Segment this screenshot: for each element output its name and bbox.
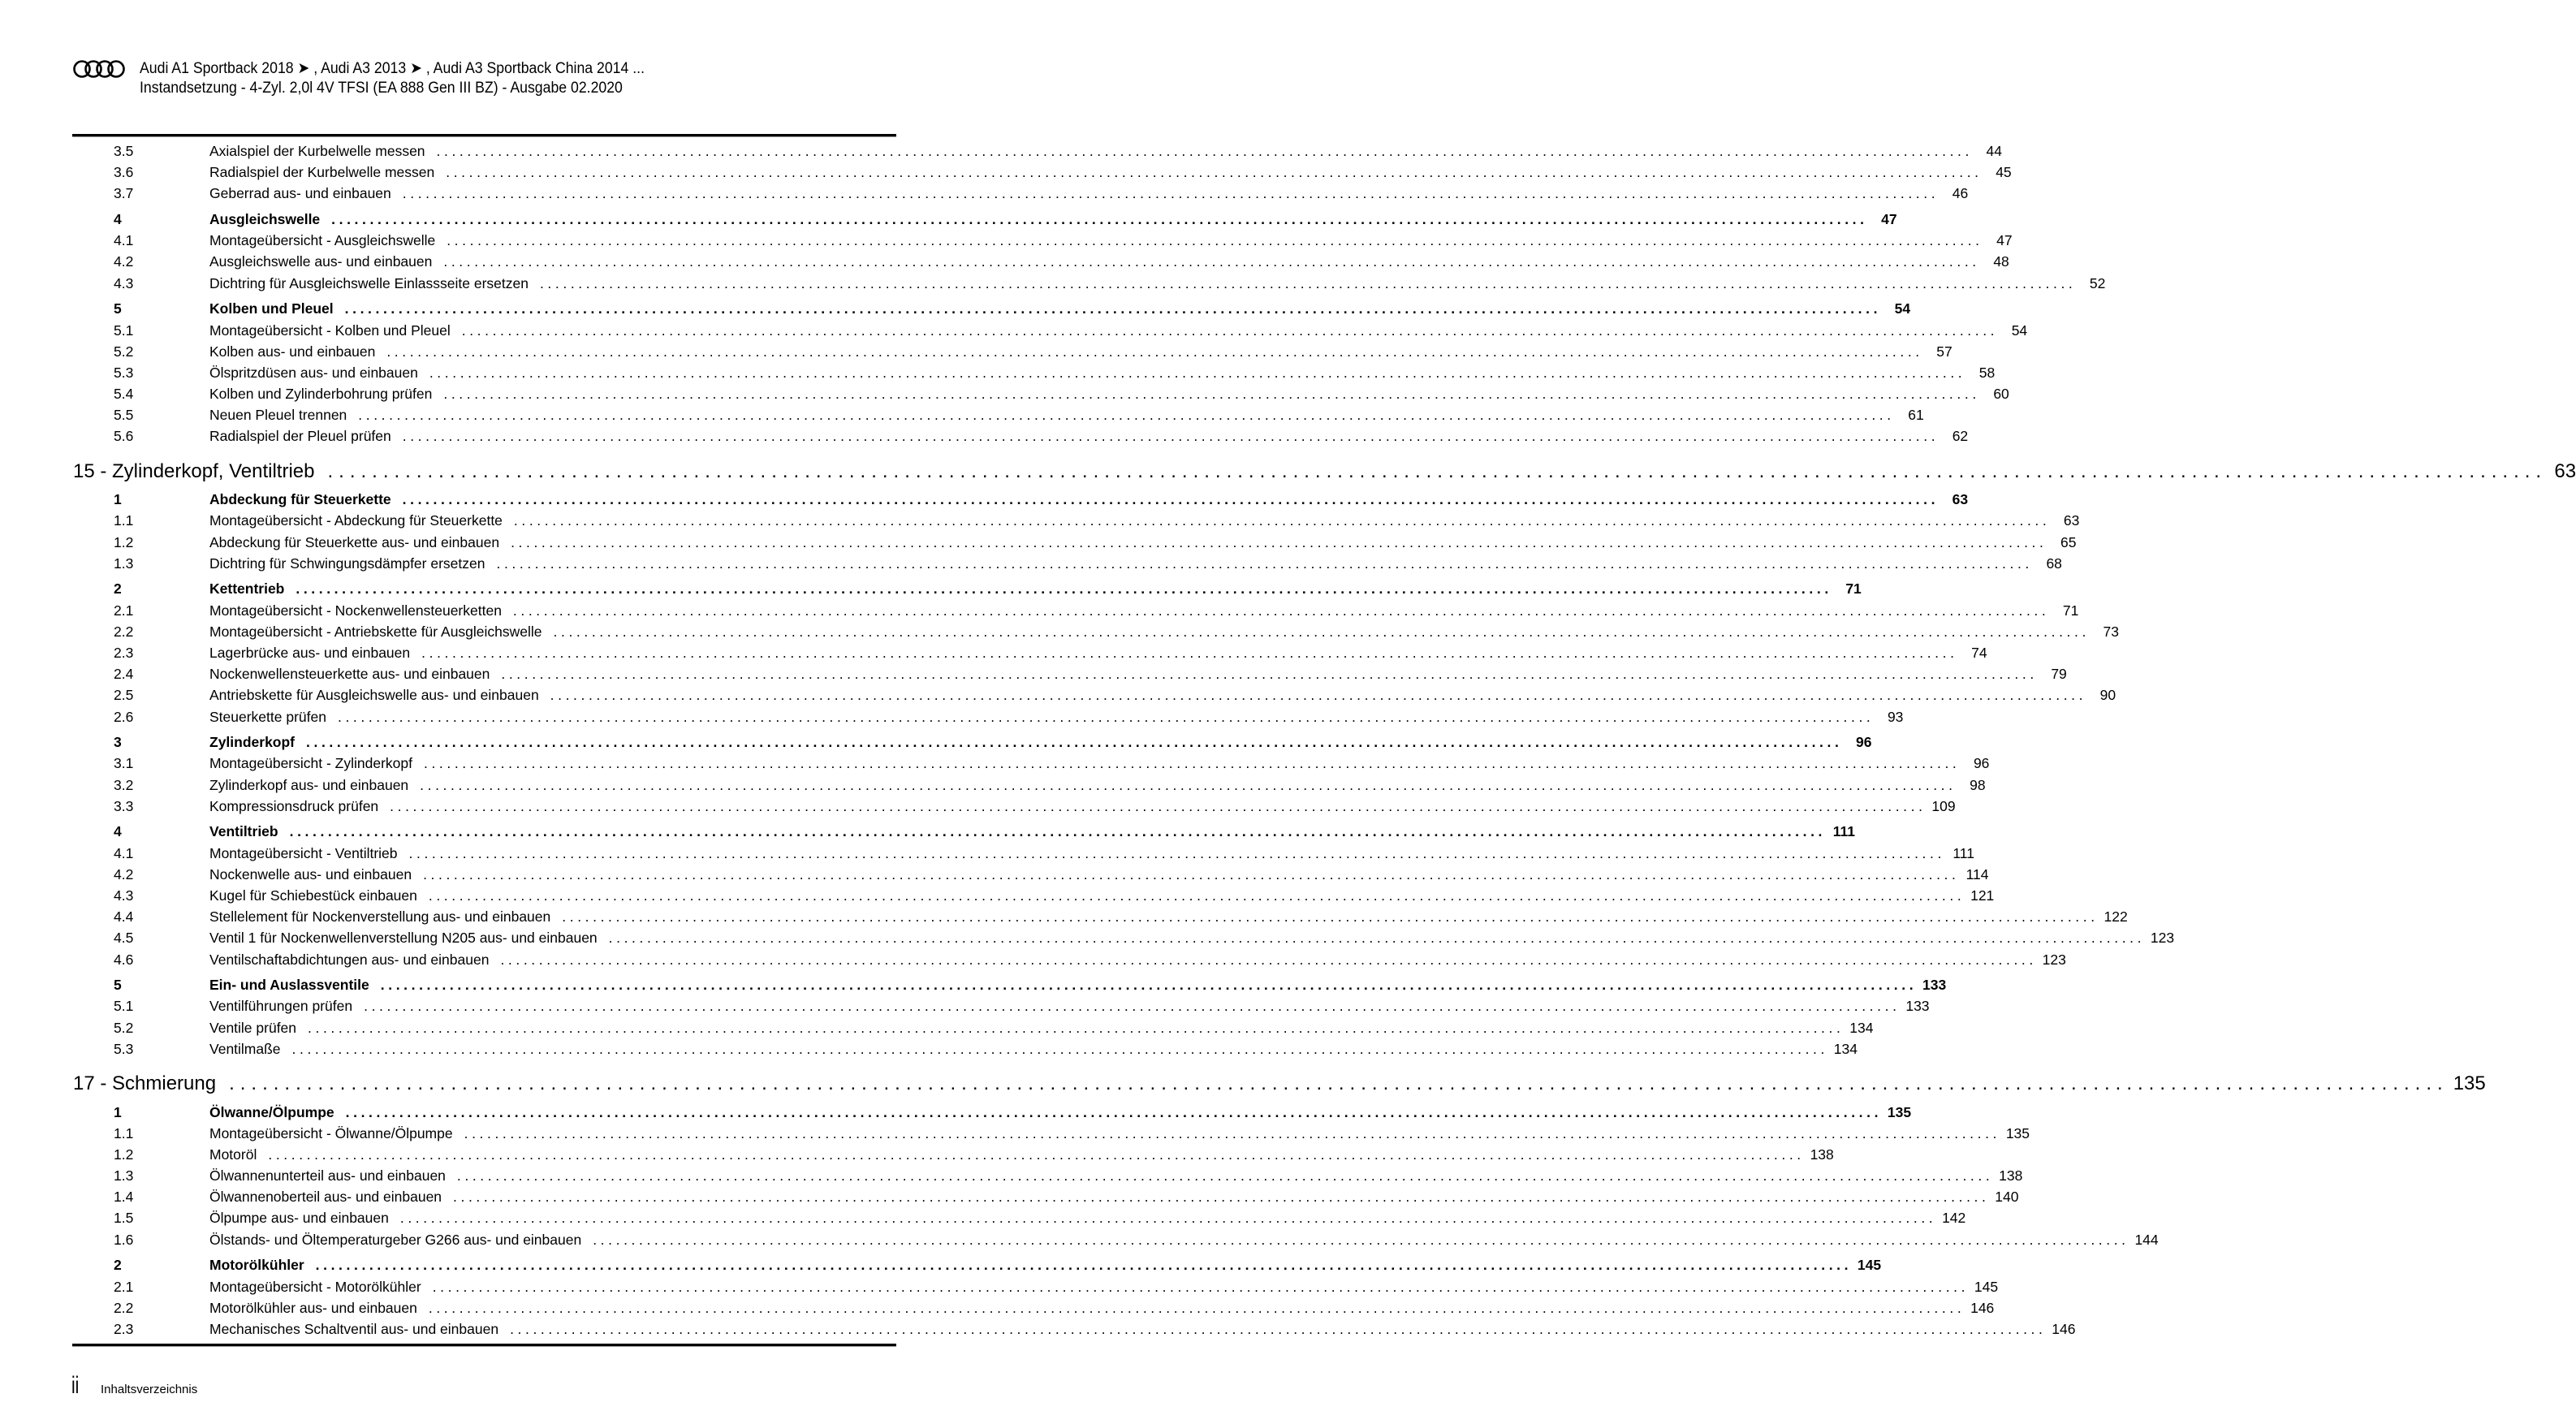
toc-number: 5 — [114, 300, 122, 317]
dot-leader: ........................................................................................................................................................................................................ — [510, 1320, 2047, 1337]
toc-number: 5.2 — [114, 1019, 134, 1036]
dot-leader: ........................................................................................................................................................................................................ — [608, 930, 2146, 947]
toc-group[interactable] — [73, 300, 1911, 321]
table-of-contents — [73, 143, 2576, 1342]
toc-title: Montageübersicht - Ausgleichswelle — [209, 232, 436, 249]
toc-page: 145 — [1857, 1257, 1882, 1274]
toc-page: 79 — [2051, 666, 2067, 683]
toc-item[interactable] — [73, 998, 1930, 1019]
toc-item[interactable] — [73, 844, 1974, 866]
toc-title: Mechanisches Schaltventil aus- und einbauen — [209, 1320, 499, 1337]
audi-rings-logo — [73, 59, 125, 79]
toc-page: 122 — [2104, 908, 2128, 926]
toc-item[interactable] — [73, 554, 2062, 576]
toc-item[interactable] — [73, 865, 1989, 887]
toc-group[interactable] — [73, 580, 1862, 602]
toc-page: 58 — [1978, 364, 1996, 381]
toc-item[interactable] — [73, 755, 1990, 776]
toc-title: Ventilmaße — [209, 1040, 281, 1057]
toc-number: 2.1 — [114, 602, 134, 619]
toc-page: 57 — [1936, 343, 1952, 360]
toc-page: 46 — [1952, 185, 1969, 202]
toc-page: 109 — [1931, 797, 1956, 814]
toc-title: Kolben und Zylinderbohrung prüfen — [209, 386, 433, 403]
toc-number: 1.1 — [114, 1124, 134, 1141]
header-subtitle: Instandsetzung - 4-Zyl. 2,0l 4V TFSI (EA 888 Gen III BZ) - Ausgabe 02.2020 — [140, 80, 623, 97]
toc-title: Ventil 1 für Nockenwellenverstellung N205 aus- und einbauen — [209, 930, 598, 947]
toc-number: 1.3 — [114, 1167, 134, 1185]
toc-number: 1.5 — [114, 1210, 134, 1227]
toc-title: Radialspiel der Pleuel prüfen — [209, 428, 391, 445]
dot-leader: ........................................................................................................................................................................................................ — [296, 580, 1832, 598]
dot-leader: ........................................................................................................................................................................................................ — [291, 1040, 1828, 1057]
toc-page: 146 — [1970, 1299, 1995, 1316]
toc-number: 1.2 — [114, 533, 134, 550]
toc-title: Nockenwellensteuerkette aus- und einbauen — [209, 666, 490, 683]
toc-number: 2.1 — [114, 1278, 134, 1295]
toc-item[interactable] — [73, 407, 1924, 428]
dot-leader: ........................................................................................................................................................................................................ — [428, 887, 1965, 904]
toc-page: 90 — [2099, 687, 2116, 704]
toc-page: 74 — [1971, 644, 1987, 661]
dot-leader: ........................................................................................................................................................................................................ — [408, 844, 1945, 861]
toc-page: 61 — [1908, 407, 1924, 424]
dot-leader: ........................................................................................................................................................................................................ — [429, 364, 1966, 381]
toc-title: Axialspiel der Kurbelwelle messen — [209, 143, 425, 159]
toc-number: 4.5 — [114, 930, 134, 947]
toc-title: Kettentrieb — [209, 580, 285, 598]
dot-leader: ........................................................................................................................................................................................................ — [428, 1299, 1965, 1316]
toc-item[interactable] — [73, 708, 1904, 730]
toc-number: 5.1 — [114, 998, 134, 1015]
dot-leader: ........................................................................................................................................................................................................ — [358, 407, 1895, 424]
dot-leader: ........................................................................................................................................................................................................ — [456, 1167, 1994, 1185]
toc-title: Zylinderkopf aus- und einbauen — [209, 776, 409, 793]
toc-item[interactable] — [73, 1210, 1966, 1231]
toc-number: 5.4 — [114, 386, 134, 403]
toc-title: Kolben aus- und einbauen — [209, 343, 376, 360]
toc-page: 63 — [1952, 491, 1969, 508]
toc-page: 146 — [2052, 1320, 2076, 1337]
toc-item[interactable] — [73, 908, 2128, 930]
toc-title: Kompressionsdruck prüfen — [209, 797, 379, 814]
dot-leader: ........................................................................................................................................................................................................ — [364, 998, 1901, 1015]
toc-page: 138 — [1810, 1146, 1834, 1163]
toc-page: 52 — [2089, 274, 2106, 291]
toc-title: Ausgleichswelle aus- und einbauen — [209, 253, 433, 270]
toc-item[interactable] — [73, 666, 2067, 687]
toc-item[interactable] — [73, 253, 2009, 274]
toc-title: Steuerkette prüfen — [209, 708, 326, 725]
dot-leader: ........................................................................................................................................................................................................ — [593, 1231, 2129, 1248]
toc-page: 138 — [1999, 1167, 2023, 1185]
toc-page: 111 — [1832, 823, 1856, 840]
toc-group[interactable] — [73, 734, 1872, 755]
toc-group[interactable] — [73, 491, 1969, 512]
toc-title: Montageübersicht - Ventiltrieb — [209, 844, 398, 861]
toc-title: Montageübersicht - Kolben und Pleuel — [209, 321, 451, 339]
toc-number: 3.2 — [114, 776, 134, 793]
toc-chapter[interactable] — [73, 1072, 2486, 1099]
dot-leader: ........................................................................................................................................................................................................ — [432, 1278, 1970, 1295]
dot-leader: ........................................................................................................................................................................................................ — [436, 143, 1973, 159]
toc-item[interactable] — [73, 1040, 1858, 1062]
toc-item[interactable] — [73, 185, 1969, 206]
toc-number: 1.3 — [114, 554, 134, 572]
toc-number: 4.4 — [114, 908, 134, 926]
toc-title: Dichtring für Ausgleichswelle Einlassseite ersetzen — [209, 274, 529, 291]
toc-item[interactable] — [73, 644, 1987, 666]
toc-title: Motoröl — [209, 1146, 257, 1163]
dot-leader: ........................................................................................................................................................................................................ — [420, 776, 1957, 793]
toc-number: 2.3 — [114, 644, 134, 661]
toc-number: 2.3 — [114, 1320, 134, 1337]
toc-number: 4.1 — [114, 844, 134, 861]
toc-page: 144 — [2134, 1231, 2159, 1248]
toc-number: 5 — [114, 977, 122, 994]
dot-leader: ........................................................................................................................................................................................................ — [447, 232, 1983, 249]
dot-leader: ........................................................................................................................................................................................................ — [402, 185, 1940, 202]
toc-page: 134 — [1833, 1040, 1858, 1057]
toc-page: 140 — [1995, 1189, 2019, 1206]
toc-title: Ölstands- und Öltemperaturgeber G266 aus- und einbauen — [209, 1231, 582, 1248]
toc-page: 44 — [1986, 143, 2002, 159]
toc-title: Ventilschaftabdichtungen aus- und einbauen — [209, 951, 490, 968]
toc-number: 2.6 — [114, 708, 134, 725]
toc-item[interactable] — [73, 1124, 2030, 1146]
toc-page: 134 — [1849, 1019, 1874, 1036]
toc-page: 114 — [1965, 865, 1989, 882]
footer-section: Inhaltsverzeichnis — [101, 1383, 198, 1396]
toc-title: Ölwannenoberteil aus- und einbauen — [209, 1189, 442, 1206]
dot-leader: ........................................................................................................................................................................................................ — [496, 554, 2033, 572]
toc-page: 65 — [2060, 533, 2077, 550]
toc-title: Motorölkühler — [209, 1257, 304, 1274]
dot-leader: ........................................................................................................................................................................................................ — [306, 734, 1843, 751]
toc-title: Ölwanne/Ölpumpe — [209, 1103, 334, 1120]
toc-number: 1.1 — [114, 512, 134, 529]
toc-page: 54 — [1894, 300, 1911, 317]
toc-title: Geberrad aus- und einbauen — [209, 185, 391, 202]
toc-page: 63 — [2063, 512, 2080, 529]
dot-leader: ........................................................................................................................................................................................................ — [386, 343, 1923, 360]
dot-leader: ........................................................................................................................................................................................................ — [443, 253, 1980, 270]
toc-title: Montageübersicht - Ölwanne/Ölpumpe — [209, 1124, 453, 1141]
toc-page: 98 — [1970, 776, 1986, 793]
toc-item[interactable] — [73, 512, 2080, 533]
toc-number: 3 — [114, 734, 122, 751]
dot-leader: ........................................................................................................................................................................................................ — [562, 908, 2099, 926]
toc-item[interactable] — [73, 1189, 2019, 1210]
toc-item[interactable] — [73, 687, 2116, 708]
toc-item[interactable] — [73, 623, 2119, 645]
toc-item[interactable] — [73, 797, 1956, 819]
toc-item[interactable] — [73, 428, 1969, 449]
dot-leader: ........................................................................................................................................................................................................ — [423, 865, 1960, 882]
dot-leader: ........................................................................................................................................................................................................ — [464, 1124, 2001, 1141]
toc-item[interactable] — [73, 1146, 1834, 1167]
toc-item[interactable] — [73, 1019, 1874, 1041]
dot-leader: ........................................................................................................................................................................................................ — [229, 1072, 2449, 1094]
toc-number: 2.2 — [114, 623, 134, 640]
page-number: ii — [71, 1372, 80, 1399]
toc-title: Stellelement für Nockenverstellung aus- und einbauen — [209, 908, 551, 926]
toc-number: 1 — [114, 1103, 122, 1120]
toc-item[interactable] — [73, 1167, 2023, 1189]
toc-item[interactable] — [73, 143, 2002, 164]
dot-leader: ........................................................................................................................................................................................................ — [402, 428, 1940, 445]
toc-page: 135 — [2453, 1072, 2486, 1094]
toc-number: 1 — [114, 491, 122, 508]
footer-divider — [72, 1344, 896, 1346]
dot-leader: ........................................................................................................................................................................................................ — [315, 1257, 1853, 1274]
dot-leader: ........................................................................................................................................................................................................ — [511, 533, 2047, 550]
toc-number: 1.6 — [114, 1231, 134, 1248]
dot-leader: ........................................................................................................................................................................................................ — [443, 386, 1980, 403]
toc-page: 111 — [1952, 844, 1974, 861]
toc-title: Kugel für Schiebestück einbauen — [209, 887, 417, 904]
toc-number: 3.6 — [114, 164, 134, 181]
dot-leader: ........................................................................................................................................................................................................ — [268, 1146, 1805, 1163]
toc-number: 2 — [114, 580, 122, 598]
toc-page: 73 — [2103, 623, 2119, 640]
header-title: Audi A1 Sportback 2018 ➤ , Audi A3 2013 ➤ , Audi A3 Sportback China 2014 ... — [140, 60, 645, 77]
toc-page: 145 — [1974, 1278, 1999, 1295]
toc-title: Zylinderkopf — [209, 734, 296, 751]
toc-number: 3.3 — [114, 797, 134, 814]
toc-item[interactable] — [73, 1320, 2076, 1342]
toc-number: 5.6 — [114, 428, 134, 445]
toc-item[interactable] — [73, 232, 2013, 253]
toc-number: 5.2 — [114, 343, 134, 360]
dot-leader: ........................................................................................................................................................................................................ — [553, 623, 2090, 640]
dot-leader: ........................................................................................................................................................................................................ — [344, 300, 1882, 317]
toc-item[interactable] — [73, 1231, 2159, 1253]
toc-page: 47 — [1996, 232, 2013, 249]
toc-group[interactable] — [73, 823, 1856, 844]
toc-number: 4.3 — [114, 887, 134, 904]
toc-number: 3.5 — [114, 143, 134, 159]
toc-number: 4 — [114, 211, 122, 228]
toc-page: 62 — [1952, 428, 1969, 445]
dot-leader: ........................................................................................................................................................................................................ — [380, 977, 1918, 994]
toc-number: 4.6 — [114, 951, 134, 968]
toc-item[interactable] — [73, 386, 2009, 407]
toc-item[interactable] — [73, 1278, 1999, 1300]
toc-title: Lagerbrücke aus- und einbauen — [209, 644, 411, 661]
dot-leader: ........................................................................................................................................................................................................ — [331, 211, 1868, 228]
toc-number: 5.3 — [114, 364, 134, 381]
toc-page: 142 — [1942, 1210, 1966, 1227]
toc-item[interactable] — [73, 930, 2175, 951]
dot-leader: ........................................................................................................................................................................................................ — [461, 321, 1999, 339]
toc-page: 54 — [2011, 321, 2028, 339]
toc-title: Motorölkühler aus- und einbauen — [209, 1299, 417, 1316]
dot-leader: ........................................................................................................................................................................................................ — [500, 951, 2037, 968]
dot-leader: ........................................................................................................................................................................................................ — [421, 644, 1958, 661]
dot-leader: ........................................................................................................................................................................................................ — [501, 666, 2038, 683]
toc-number: 2.4 — [114, 666, 134, 683]
toc-title: Abdeckung für Steuerkette aus- und einbauen — [209, 533, 500, 550]
toc-title: Ölspritzdüsen aus- und einbauen — [209, 364, 418, 381]
toc-number: 1.4 — [114, 1189, 134, 1206]
header-divider — [72, 134, 896, 136]
dot-leader: ........................................................................................................................................................................................................ — [345, 1103, 1883, 1120]
toc-group[interactable] — [73, 1103, 1912, 1125]
toc-title: Ventiltrieb — [209, 823, 278, 840]
toc-item[interactable] — [73, 321, 2028, 343]
toc-page: 63 — [2554, 460, 2576, 482]
toc-item[interactable] — [73, 343, 1952, 365]
toc-page: 47 — [1881, 211, 1897, 228]
toc-title: 17 - Schmierung — [73, 1072, 217, 1094]
toc-title: Ölwannenunterteil aus- und einbauen — [209, 1167, 446, 1185]
toc-item[interactable] — [73, 602, 2079, 624]
dot-leader: ........................................................................................................................................................................................................ — [512, 602, 2050, 619]
toc-title: Radialspiel der Kurbelwelle messen — [209, 164, 435, 181]
toc-title: Montageübersicht - Zylinderkopf — [209, 755, 412, 772]
toc-number: 5.1 — [114, 321, 134, 339]
toc-page: 60 — [1993, 386, 2009, 403]
toc-number: 3.1 — [114, 755, 134, 772]
toc-page: 121 — [1970, 887, 1995, 904]
toc-title: Ölpumpe aus- und einbauen — [209, 1210, 389, 1227]
dot-leader: ........................................................................................................................................................................................................ — [513, 512, 2051, 529]
dot-leader: ........................................................................................................................................................................................................ — [539, 274, 2077, 291]
toc-chapter[interactable] — [73, 460, 2576, 487]
toc-item[interactable] — [73, 951, 2066, 973]
toc-page: 48 — [1993, 253, 2009, 270]
toc-number: 3.7 — [114, 185, 134, 202]
toc-title: Ausgleichswelle — [209, 211, 321, 228]
toc-number: 1.2 — [114, 1146, 134, 1163]
toc-page: 93 — [1887, 708, 1904, 725]
toc-item[interactable] — [73, 274, 2106, 296]
toc-title: Nockenwelle aus- und einbauen — [209, 865, 412, 882]
toc-page: 68 — [2046, 554, 2062, 572]
toc-item[interactable] — [73, 887, 1995, 908]
dot-leader: ........................................................................................................................................................................................................ — [550, 687, 2087, 704]
toc-group[interactable] — [73, 1257, 1882, 1278]
dot-leader: ........................................................................................................................................................................................................ — [289, 823, 1827, 840]
toc-page: 71 — [2062, 602, 2079, 619]
toc-page: 123 — [2150, 930, 2175, 947]
toc-page: 133 — [1922, 977, 1947, 994]
toc-number: 4.2 — [114, 865, 134, 882]
toc-number: 4.1 — [114, 232, 134, 249]
toc-page: 96 — [1973, 755, 1990, 772]
toc-page: 135 — [2005, 1124, 2030, 1141]
dot-leader: ........................................................................................................................................................................................................ — [446, 164, 1983, 181]
toc-item[interactable] — [73, 1299, 1995, 1321]
toc-group[interactable] — [73, 977, 1947, 998]
toc-page: 96 — [1855, 734, 1872, 751]
toc-group[interactable] — [73, 211, 1897, 232]
toc-item[interactable] — [73, 776, 1986, 798]
toc-number: 4.3 — [114, 274, 134, 291]
toc-number: 5.5 — [114, 407, 134, 424]
toc-number: 4.2 — [114, 253, 134, 270]
toc-page: 135 — [1887, 1103, 1912, 1120]
toc-number: 4 — [114, 823, 122, 840]
toc-title: Ventilführungen prüfen — [209, 998, 353, 1015]
dot-leader: ........................................................................................................................................................................................................ — [327, 460, 2548, 482]
toc-title: Montageübersicht - Antriebskette für Ausgleichswelle — [209, 623, 542, 640]
toc-page: 45 — [1996, 164, 2012, 181]
dot-leader: ........................................................................................................................................................................................................ — [399, 1210, 1937, 1227]
toc-page: 133 — [1905, 998, 1930, 1015]
toc-title: Kolben und Pleuel — [209, 300, 334, 317]
toc-item[interactable] — [73, 364, 1996, 386]
toc-title: Montageübersicht - Motorölkühler — [209, 1278, 421, 1295]
toc-title: Antriebskette für Ausgleichswelle aus- und einbauen — [209, 687, 539, 704]
dot-leader: ........................................................................................................................................................................................................ — [423, 755, 1961, 772]
toc-item[interactable] — [73, 164, 2012, 185]
toc-title: Ventile prüfen — [209, 1019, 297, 1036]
toc-number: 2.5 — [114, 687, 134, 704]
dot-leader: ........................................................................................................................................................................................................ — [453, 1189, 1990, 1206]
dot-leader: ........................................................................................................................................................................................................ — [308, 1019, 1845, 1036]
toc-page: 71 — [1845, 580, 1862, 598]
toc-item[interactable] — [73, 533, 2077, 555]
dot-leader: ........................................................................................................................................................................................................ — [402, 491, 1940, 508]
dot-leader: ........................................................................................................................................................................................................ — [390, 797, 1927, 814]
toc-number: 2.2 — [114, 1299, 134, 1316]
toc-title: Neuen Pleuel trennen — [209, 407, 347, 424]
toc-title: Montageübersicht - Nockenwellensteuerketten — [209, 602, 502, 619]
toc-title: Abdeckung für Steuerkette — [209, 491, 391, 508]
toc-title: Dichtring für Schwingungsdämpfer ersetzen — [209, 554, 485, 572]
toc-title: 15 - Zylinderkopf, Ventiltrieb — [73, 460, 315, 482]
toc-number: 5.3 — [114, 1040, 134, 1057]
toc-title: Montageübersicht - Abdeckung für Steuerkette — [209, 512, 503, 529]
dot-leader: ........................................................................................................................................................................................................ — [337, 708, 1875, 725]
toc-number: 2 — [114, 1257, 122, 1274]
toc-title: Ein- und Auslassventile — [209, 977, 369, 994]
toc-page: 123 — [2042, 951, 2066, 968]
